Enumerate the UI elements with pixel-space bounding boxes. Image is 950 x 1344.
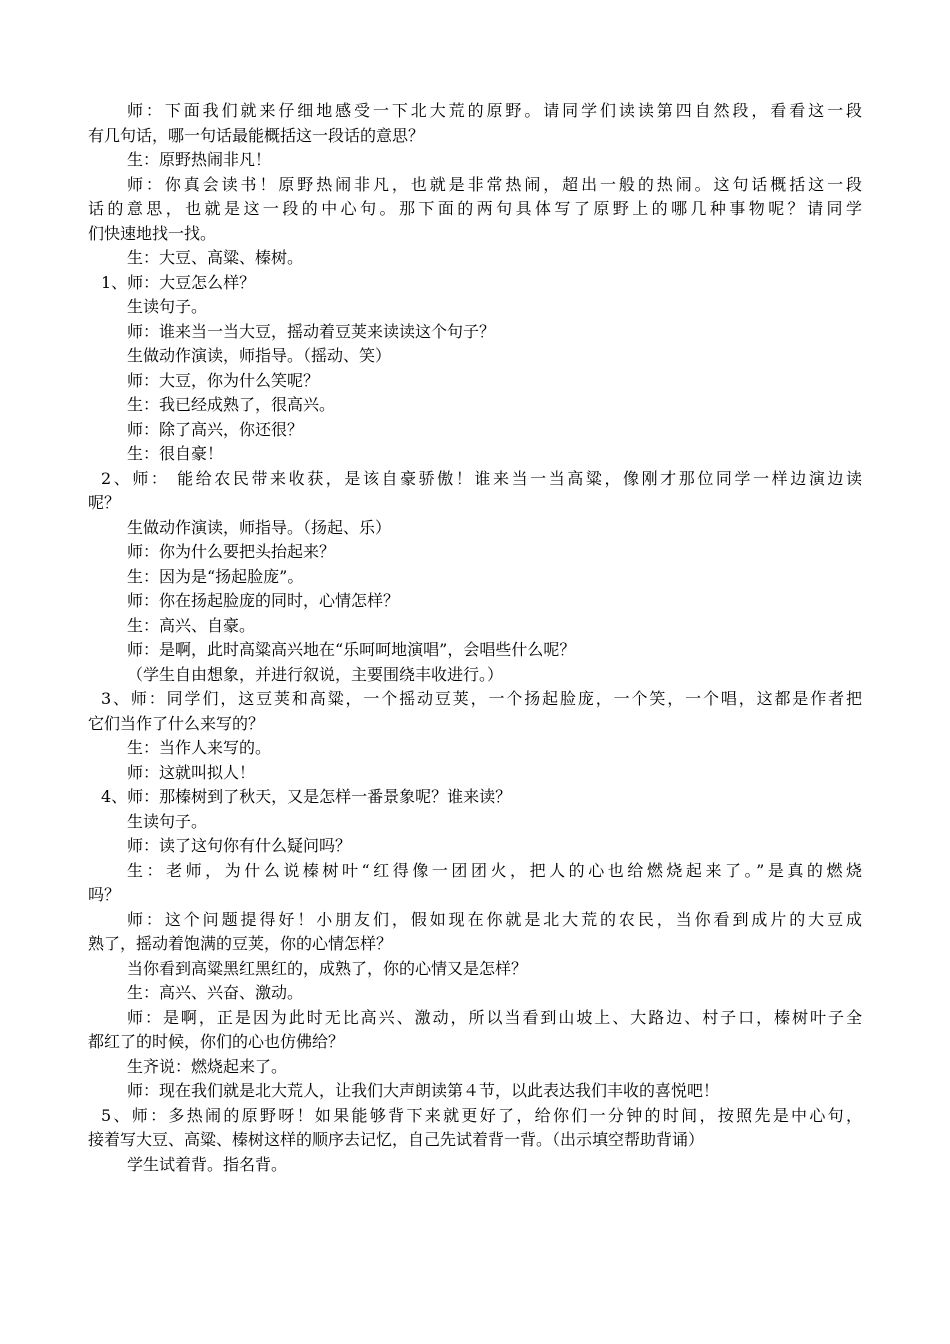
- text-line: 生读句子。: [127, 811, 208, 831]
- text-line: 生：很自豪！: [127, 444, 224, 463]
- text-line: 吗？: [88, 885, 121, 904]
- text-line: 生：高兴、兴奋、激动。: [127, 983, 304, 1002]
- text-line: 有几句话，哪一句话最能概括这一段话的意思？: [88, 125, 425, 145]
- text-line: 师：除了高兴，你还很？: [127, 419, 304, 439]
- text-line: 生：原野热闹非凡！: [127, 150, 272, 169]
- text-line: 5、师：多热闹的原野呀！如果能够背下来就更好了，给你们一分钟的时间，按照先是中心句，: [101, 1105, 862, 1125]
- text-line: 师：这就叫拟人！: [127, 762, 256, 782]
- text-line: 学生试着背。指名背。: [127, 1154, 288, 1174]
- text-line: 师：现在我们就是北大荒人，让我们大声朗读第４节，以此表达我们丰收的喜悦吧！: [127, 1081, 720, 1100]
- text-line: 话的意思，也就是这一段的中心句。那下面的两句具体写了原野上的哪几种事物呢？请同学: [88, 199, 862, 218]
- text-line: 师：你真会读书！原野热闹非凡，也就是非常热闹，超出一般的热闹。这句话概括这一段: [127, 174, 862, 194]
- text-line: 生：高兴、自豪。: [127, 615, 256, 635]
- text-line: 师：大豆，你为什么笑呢？: [127, 370, 320, 390]
- text-line: 师：读了这句你有什么疑问吗？: [127, 836, 352, 855]
- text-line: 熟了，摇动着饱满的豆荚，你的心情怎样？: [88, 934, 393, 953]
- text-line: 师：你在扬起脸庞的同时，心情怎样？: [127, 591, 400, 610]
- text-line: 呢？: [88, 493, 121, 512]
- text-line: 师：是啊，正是因为此时无比高兴、激动，所以当看到山坡上、大路边、村子口，榛树叶子全: [127, 1007, 862, 1027]
- text-line: （学生自由想象，并进行叙说，主要围绕丰收进行。）: [127, 664, 504, 684]
- text-line: 师：谁来当一当大豆，摇动着豆荚来读读这个句子？: [127, 321, 496, 341]
- text-line: 师：是啊，此时高粱高兴地在“乐呵呵地演唱”，会唱些什么呢？: [127, 640, 576, 659]
- text-line: 生：老师，为什么说榛树叶“红得像一团团火，把人的心也给燃烧起来了。”是真的燃烧: [127, 860, 862, 880]
- text-line: 生：因为是“扬起脸庞”。: [127, 566, 304, 586]
- text-line: 师：下面我们就来仔细地感受一下北大荒的原野。请同学们读读第四自然段，看看这一段: [127, 101, 862, 120]
- text-line: 师：这个问题提得好！小朋友们，假如现在你就是北大荒的农民，当你看到成片的大豆成: [127, 909, 862, 929]
- text-line: 4、师：那榛树到了秋天，又是怎样一番景象呢？谁来读？: [101, 787, 512, 806]
- text-line: 都红了的时候，你们的心也仿佛给？: [88, 1032, 345, 1051]
- text-line: 生做动作演读，师指导。（扬起、乐）: [127, 517, 392, 537]
- text-line: 生读句子。: [127, 297, 208, 316]
- text-line: 它们当作了什么来写的？: [88, 713, 265, 733]
- text-line: 生：当作人来写的。: [127, 738, 272, 757]
- text-line: 生：大豆、高粱、榛树。: [127, 248, 304, 267]
- text-line: 师：你为什么要把头抬起来？: [127, 542, 336, 561]
- text-line: 生齐说：燃烧起来了。: [127, 1056, 288, 1076]
- text-line: 2、师： 能给农民带来收获，是该自豪骄傲！谁来当一当高粱，像刚才那位同学一样边演边读: [101, 468, 862, 488]
- text-line: 们快速地找一找。: [88, 223, 217, 243]
- text-line: 当你看到高粱黑红黑红的，成熟了，你的心情又是怎样？: [127, 958, 528, 978]
- text-line: 3、师：同学们，这豆荚和高粱，一个摇动豆荚，一个扬起脸庞，一个笑，一个唱，这都是作者把: [101, 689, 862, 708]
- text-line: 生：我已经成熟了，很高兴。: [127, 395, 336, 414]
- text-line: 生做动作演读，师指导。（摇动、笑）: [127, 346, 392, 365]
- text-line: 1、师：大豆怎么样？: [101, 272, 256, 292]
- text-line: 接着写大豆、高粱、榛树这样的顺序去记忆，自己先试着背一背。（出示填空帮助背诵）: [88, 1130, 705, 1149]
